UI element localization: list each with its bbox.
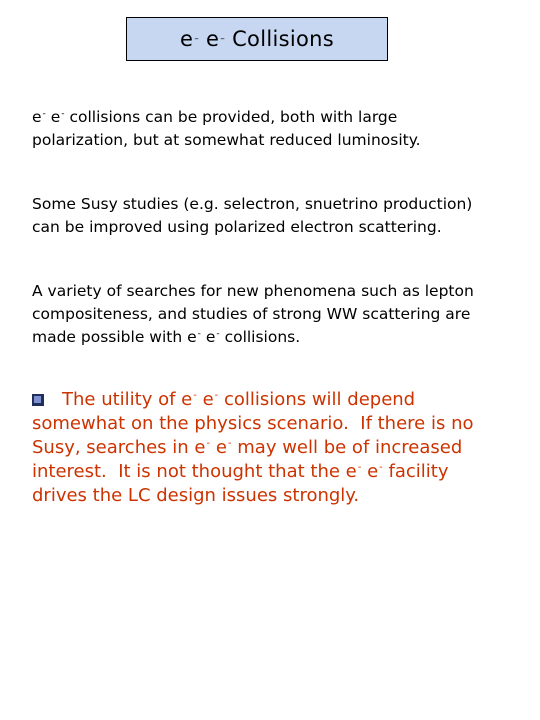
paragraph-3 xyxy=(32,280,532,349)
text-fragment: facility xyxy=(388,461,449,482)
superscript-minus: - xyxy=(216,329,220,339)
text-fragment: collisions can be provided, both with large xyxy=(69,108,398,126)
superscript-minus: - xyxy=(214,390,219,401)
title-e1: e xyxy=(180,27,194,51)
text-fragment: e xyxy=(50,108,61,126)
superscript-minus: - xyxy=(197,329,201,339)
text-fragment: e xyxy=(32,108,42,126)
highlight-line-5: drives the LC design issues strongly. xyxy=(32,485,360,506)
highlight-paragraph xyxy=(32,388,532,508)
text-fragment: e xyxy=(215,437,227,458)
title-e2: e xyxy=(206,27,220,51)
text-fragment: The utility of e xyxy=(62,389,193,410)
text-fragment: made possible with e xyxy=(32,328,197,346)
paragraph-1 xyxy=(32,106,532,152)
paragraph-2-line-1: Some Susy studies (e.g. selectron, snuetrino production) xyxy=(32,195,473,213)
text-fragment: e xyxy=(202,389,214,410)
page-title: e – e – Collisions xyxy=(126,17,388,61)
highlight-line-3 xyxy=(32,436,532,460)
text-fragment: Susy, searches in e xyxy=(32,437,206,458)
superscript-minus: - xyxy=(61,109,65,119)
superscript-minus: - xyxy=(206,438,211,449)
highlight-line-4 xyxy=(32,460,532,484)
square-bullet-icon xyxy=(32,394,44,406)
paragraph-3-line-2: compositeness, and studies of strong WW scattering are xyxy=(32,305,471,323)
title-text: Collisions xyxy=(232,27,334,51)
paragraph-1-line-1 xyxy=(32,106,532,129)
highlight-line-2: somewhat on the physics scenario. If there is no xyxy=(32,413,474,434)
paragraph-1-line-2: polarization, but at somewhat reduced luminosity. xyxy=(32,131,421,149)
highlight-line-1 xyxy=(32,388,532,412)
text-fragment: may well be of increased xyxy=(237,437,463,458)
text-fragment: interest. It is not thought that the e xyxy=(32,461,357,482)
text-fragment: e xyxy=(205,328,216,346)
superscript-minus: - xyxy=(379,462,383,473)
text-fragment: collisions will depend xyxy=(224,389,416,410)
superscript-minus: - xyxy=(357,462,362,473)
paragraph-2 xyxy=(32,193,532,239)
text-fragment: collisions. xyxy=(224,328,301,346)
superscript-minus: - xyxy=(227,438,232,449)
superscript-minus: - xyxy=(42,109,46,119)
paragraph-3-line-3 xyxy=(32,326,532,349)
superscript-minus: - xyxy=(193,390,197,401)
paragraph-2-line-2: can be improved using polarized electron scattering. xyxy=(32,218,442,236)
text-fragment: e xyxy=(367,461,379,482)
paragraph-3-line-1: A variety of searches for new phenomena such as lepton xyxy=(32,282,474,300)
